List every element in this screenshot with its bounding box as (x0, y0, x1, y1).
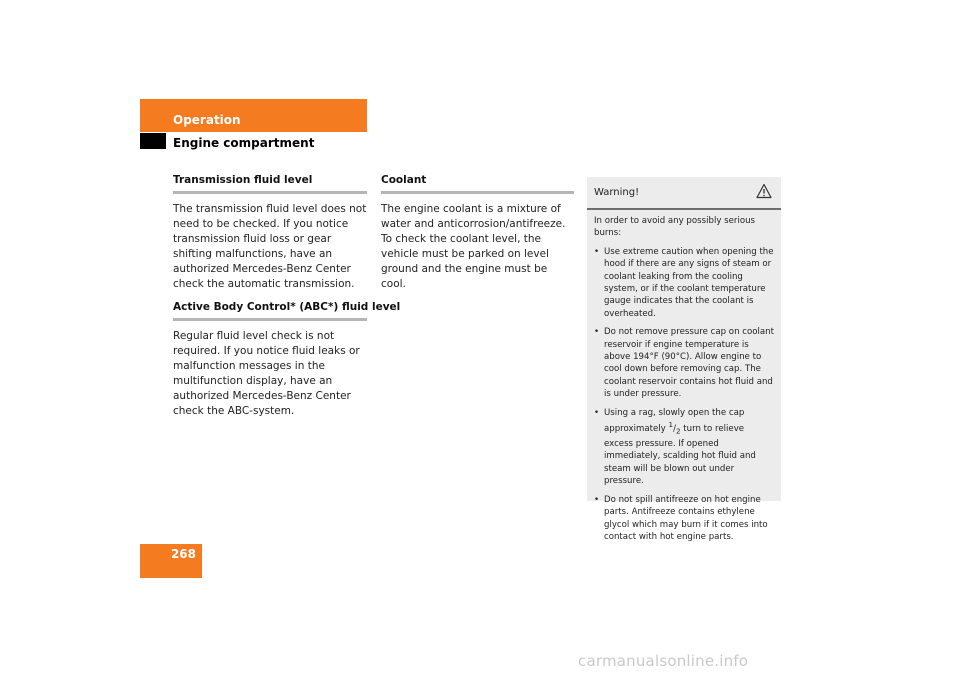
warning-intro: In order to avoid any possibly serious burns: (594, 216, 756, 239)
bullet-icon: • (594, 246, 600, 257)
watermark: carmanualsonline.info (578, 652, 749, 670)
middle-column (381, 173, 574, 300)
section-marker (140, 133, 166, 149)
bullet-icon: • (594, 407, 600, 418)
paragraph-coolant: The engine coolant is a mixture of water and anticorrosion/antifreeze. To check the coolant level, the vehicle must be parked on level ground and the engine must be cool. (381, 203, 566, 290)
fraction-denominator: 2 (675, 426, 681, 436)
paragraph-abc-fluid: Regular fluid level check is not required. If you notice fluid leaks or malfunction messages in the multifunction display, have an authorized Mercedes-Benz Center check the ABC-system. (173, 330, 360, 417)
paragraph-transmission-fluid: The transmission fluid level does not need to be checked. If you notice transmission fluid loss or gear shifting malfunctions, have an authorized Mercedes-Benz Center check the automatic transmission. (173, 203, 367, 290)
warning-item-pressure-cap: • Do not remove pressure cap on coolant reservoir if engine temperature is above 194°F (90°C). Allow engine to cool down before removing cap. The coolant reservoir contains hot fluid and is under pressure. (594, 327, 774, 400)
warning-box (587, 177, 781, 542)
section-title: Operation (173, 113, 241, 127)
warning-label: Warning! (594, 187, 640, 198)
bullet-icon: • (594, 494, 600, 505)
heading-abc-fluid: Active Body Control* (ABC*) fluid level (173, 300, 367, 321)
subsection-title: Engine compartment (173, 136, 315, 150)
bullet-icon: • (594, 327, 600, 338)
warning-header (587, 177, 781, 210)
heading-coolant: Coolant (381, 173, 574, 194)
warning-triangle-icon (756, 183, 772, 199)
warning-item-antifreeze: • Do not spill antifreeze on hot engine parts. Antifreeze contains ethylene glycol which may burn if it comes into contact with hot engine parts. (594, 494, 768, 542)
page-badge (140, 544, 202, 578)
warning-item-hood: • Use extreme caution when opening the hood if there are any signs of steam or coolant leaking from the cooling system, or if the coolant temperature gauge indicates that the coolant is overheated. (594, 246, 774, 319)
fraction-numerator: 1 (668, 420, 674, 430)
page-number: 268 (170, 547, 196, 561)
warning-body (587, 210, 781, 543)
heading-transmission-fluid: Transmission fluid level (173, 173, 367, 194)
warning-item-rag: • Using a rag, slowly open the cap approximately $^1/_2$ turn to relieve excess pressure. If opened immediately, scalding hot fluid and steam will be blown out under pressure. (594, 407, 756, 487)
left-column (173, 173, 401, 427)
